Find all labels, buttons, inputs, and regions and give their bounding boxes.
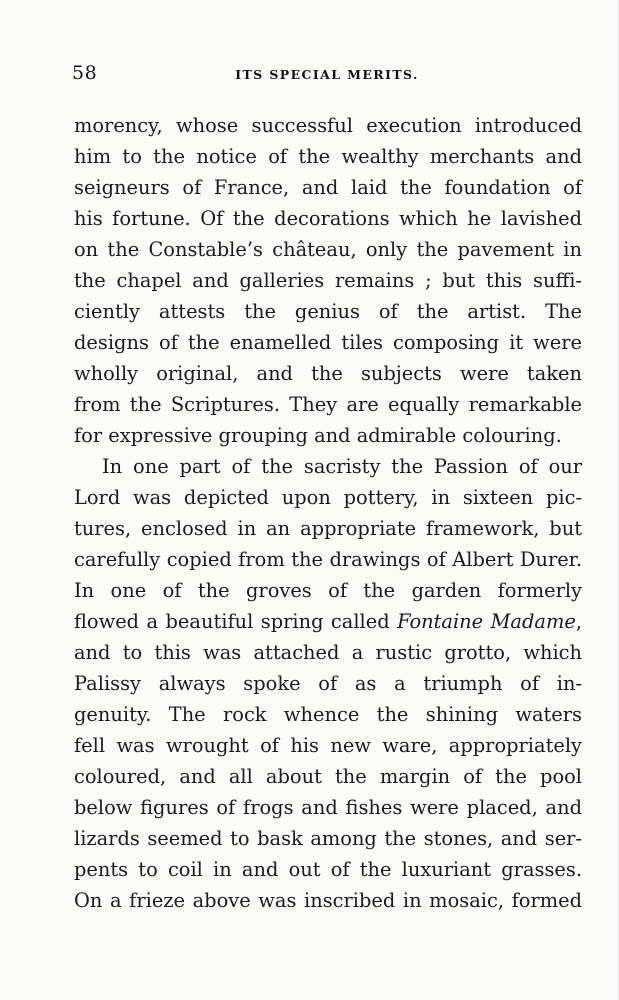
- text-line: the chapel and galleries remains ; but this suffi-: [74, 269, 582, 292]
- text-line: genuity. The rock whence the shining waters: [74, 703, 582, 726]
- text-line: seigneurs of France, and laid the foundation of: [74, 176, 582, 199]
- page-header: [72, 62, 582, 88]
- text-line: pents to coil in and out of the luxuriant grasses.: [74, 858, 582, 881]
- text-line: ciently attests the genius of the artist. The: [74, 300, 582, 323]
- text-line: Palissy always spoke of as a triumph of in-: [74, 672, 582, 695]
- text-line: In one of the groves of the garden formerly: [74, 579, 582, 602]
- text-line: designs of the enamelled tiles composing it were: [74, 331, 582, 354]
- paragraph-1: [74, 110, 582, 451]
- text-line: his fortune. Of the decorations which he lavished: [74, 207, 582, 230]
- text-line: On a frieze above was inscribed in mosaic, formed: [74, 889, 582, 912]
- text-line: him to the notice of the wealthy merchants and: [74, 145, 582, 168]
- text-line: from the Scriptures. They are equally remarkable: [74, 393, 582, 416]
- text-line: for expressive grouping and admirable colouring.: [74, 424, 562, 447]
- text-line-with-italic: [74, 606, 582, 637]
- italic-name: Fontaine Madame: [397, 610, 576, 633]
- text-line: coloured, and all about the margin of the pool: [74, 765, 582, 788]
- text-line: tures, enclosed in an appropriate framework, but: [74, 517, 582, 540]
- running-head: ITS SPECIAL MERITS.: [235, 67, 419, 82]
- text-line: carefully copied from the drawings of Albert Durer.: [74, 548, 582, 571]
- text-span: ,: [575, 610, 582, 633]
- text-line: wholly original, and the subjects were taken: [74, 362, 582, 385]
- page-number: 58: [72, 62, 98, 84]
- text-span: flowed a beautiful spring called: [74, 610, 398, 633]
- text-line: morency, whose successful execution introduced: [74, 114, 582, 137]
- text-line: fell was wrought of his new ware, appropriately: [74, 734, 582, 757]
- text-line: In one part of the sacristy the Passion of our: [102, 455, 582, 478]
- text-line: on the Constable’s château, only the pavement in: [74, 238, 582, 261]
- paragraph-2: [74, 451, 582, 916]
- body-text: [74, 110, 582, 916]
- text-line: below figures of frogs and fishes were placed, and: [74, 796, 582, 819]
- text-line: lizards seemed to bask among the stones, and ser-: [74, 827, 582, 850]
- text-line: and to this was attached a rustic grotto, which: [74, 641, 582, 664]
- text-line: Lord was depicted upon pottery, in sixteen pic-: [74, 486, 582, 509]
